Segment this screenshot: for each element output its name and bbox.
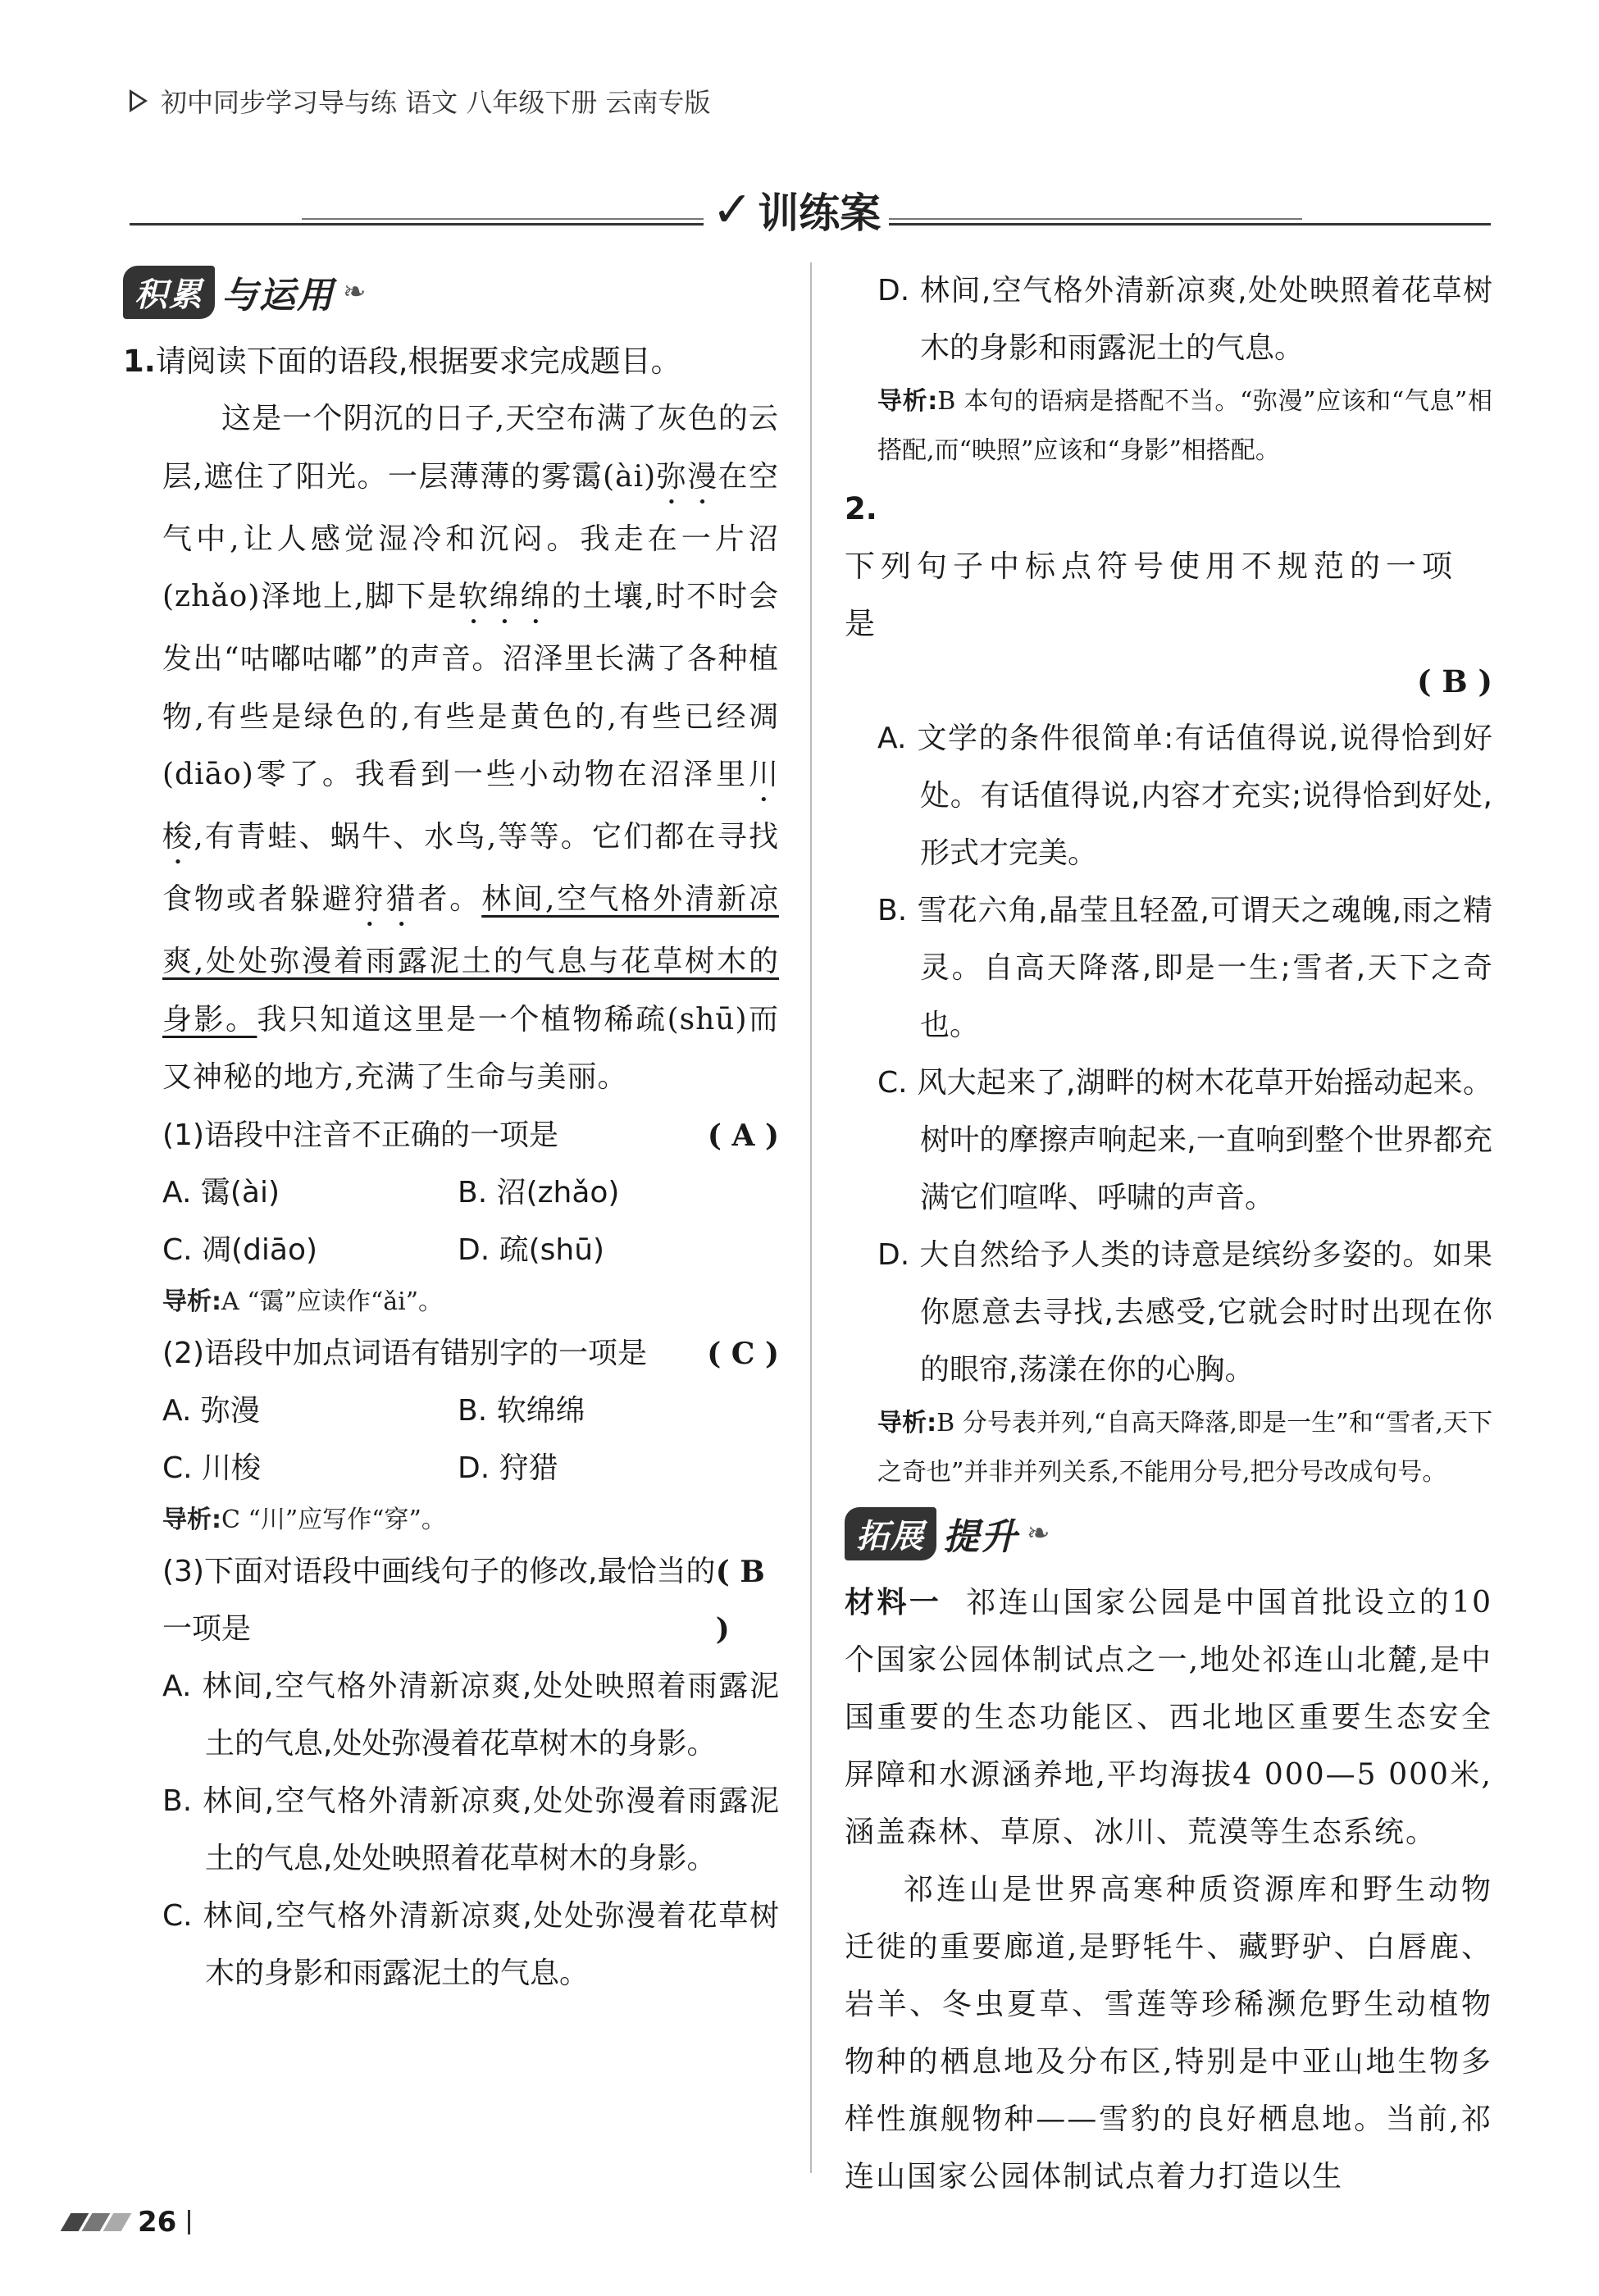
section-tag-light: 提升 xyxy=(943,1516,1018,1558)
guide-label: 导析: xyxy=(162,1287,221,1316)
question-2 xyxy=(845,481,1492,710)
option-b: B. 沼(zhǎo) xyxy=(458,1175,620,1210)
sub-question-2-options xyxy=(162,1383,779,1497)
option-b: B. 软绵绵 xyxy=(458,1393,585,1428)
guide-text: A “霭”应读作“ǎi”。 xyxy=(221,1287,444,1316)
dotted-word: 狩猎 xyxy=(353,882,418,916)
book-header xyxy=(130,82,711,120)
option-a: A. 林间,空气格外清新凉爽,处处映照着雨露泥土的气息,处处弥漫着花草树木的身影。 xyxy=(162,1669,779,1761)
sub-question-2 xyxy=(162,1325,779,1383)
sub-question-text: (3)下面对语段中画线句子的修改,最恰当的一项是 xyxy=(162,1554,716,1646)
passage-text: ,有青蛙、蜗牛、水鸟,等等。它们都在寻找食物或者躲避 xyxy=(162,820,779,916)
answer-label: ( B ) xyxy=(1416,663,1492,699)
option-d: D. 林间,空气格外清新凉爽,处处映照着花草树木的身影和雨露泥土的气息。 xyxy=(877,274,1492,365)
leaf-icon: ❧ xyxy=(343,276,367,308)
option-b: B. 雪花六角,晶莹且轻盈,可谓天之魂魄,雨之精灵。自高天降落,即是一生;雪者,天下之奇也。 xyxy=(877,894,1492,1042)
passage-text: 这是一个阴沉的日子,天空布满了灰色的云层,遮住了阳光。一层薄薄的雾霭(ài) xyxy=(162,402,779,494)
option-d: D. 疏(shū) xyxy=(458,1232,605,1267)
material-paragraph-1 xyxy=(845,1574,1492,1861)
dotted-word: 川梭 xyxy=(162,758,779,854)
option-d: D. 狩猎 xyxy=(458,1451,558,1485)
option-a: A. 文学的条件很简单:有话值得说,说得恰到好处。有话值得说,内容才充实;说得恰到好处,形式才完美。 xyxy=(877,722,1492,870)
section-tag-extend xyxy=(845,1504,1492,1563)
reading-passage xyxy=(162,390,779,1107)
guide-text: C “川”应写作“穿”。 xyxy=(221,1505,446,1534)
answer-label: ( A ) xyxy=(707,1118,779,1153)
guide-note-1 xyxy=(162,1279,779,1325)
sub-question-text: (1)语段中注音不正确的一项是 xyxy=(162,1118,558,1152)
guide-text: B 本句的语病是搭配不当。“弥漫”应该和“气息”相搭配,而“映照”应该和“身影”相搭配。 xyxy=(877,387,1492,465)
option-a: A. 霭(ài) xyxy=(162,1175,280,1210)
guide-note-3 xyxy=(877,377,1492,476)
material-text: 祁连山国家公园是中国首批设立的10个国家公园体制试点之一,地处祁连山北麓,是中国重要的生态功能区、西北地区重要生态安全屏障和水源涵养地,平均海拔4 000—5 000米,涵盖森林、草原、冰川、荒漠等生态系统。 xyxy=(845,1586,1493,1849)
left-column xyxy=(123,262,779,2002)
column-divider xyxy=(810,262,812,2173)
question-text: 下列句子中标点符号使用不规范的一项是 xyxy=(845,549,1458,641)
guide-label: 导析: xyxy=(877,1409,937,1437)
option-c: C. 风大起来了,湖畔的树木花草开始摇动起来。树叶的摩擦声响起来,一直响到整个世界都充满它们喧哗、呼啸的声音。 xyxy=(877,1066,1492,1214)
guide-note-q2 xyxy=(877,1399,1492,1497)
leaf-icon: ❧ xyxy=(1027,1517,1050,1550)
passage-text: 的土壤,时不时会发出“咕嘟咕嘟”的声音。沼泽里长满了各种植物,有些是绿色的,有些是黄色的,有些已经凋(diāo)零了。我看到一些小动物在沼泽里 xyxy=(162,580,779,791)
material-paragraph-2: 祁连山是世界高寒种质资源库和野生动物迁徙的重要廊道,是野牦牛、藏野驴、白唇鹿、岩羊、冬虫夏草、雪莲等珍稀濒危野生动植物物种的栖息地及分布区,特别是中亚山地生物多样性旗舰物种——雪豹的良好栖息地。当前,祁连山国家公园体制试点着力打造以生 xyxy=(845,1873,1492,2194)
underlined-sentence: 林间,空气格外清新凉爽,处处弥漫着雨露泥土的气息与花草树木的身影。 xyxy=(162,882,779,1036)
section-tag-light: 与运用 xyxy=(221,275,335,317)
question-1-prompt xyxy=(123,333,779,390)
material-label: 材料一 xyxy=(845,1586,942,1620)
section-banner xyxy=(130,180,1491,238)
guide-label: 导析: xyxy=(162,1505,221,1534)
page-number: 26 xyxy=(138,2206,177,2239)
footer-bar xyxy=(188,2210,190,2234)
option-c: C. 林间,空气格外清新凉爽,处处弥漫着花草树木的身影和雨露泥土的气息。 xyxy=(162,1898,779,1990)
section-tag-dark: 积累 xyxy=(123,266,215,319)
question-text: 请阅读下面的语段,根据要求完成题目。 xyxy=(155,344,681,379)
sub-question-3 xyxy=(162,1543,779,1658)
guide-note-2 xyxy=(162,1497,779,1543)
checkmark-icon: ✓ xyxy=(712,181,754,239)
page-footer xyxy=(66,2206,190,2239)
stripe-decoration-icon xyxy=(66,2213,126,2231)
book-title: 初中同步学习导与练 语文 八年级下册 云南专版 xyxy=(161,87,711,118)
option-d: D. 大自然给予人类的诗意是缤纷多姿的。如果你愿意去寻找,去感受,它就会时时出现在你的眼帘,荡漾在你的心胸。 xyxy=(877,1238,1492,1387)
question-number: 1. xyxy=(123,344,156,379)
banner-title-text: 训练案 xyxy=(758,189,882,237)
answer-label: ( B ) xyxy=(715,1554,765,1647)
option-c: C. 凋(diāo) xyxy=(162,1232,318,1267)
option-c: C. 川梭 xyxy=(162,1451,262,1485)
answer-label: ( C ) xyxy=(707,1336,779,1371)
sub-question-1-options xyxy=(162,1164,779,1279)
section-tag-accumulate xyxy=(123,262,779,321)
banner-title xyxy=(704,180,889,239)
play-triangle-icon xyxy=(130,89,148,112)
option-a: A. 弥漫 xyxy=(162,1393,260,1428)
guide-text: B 分号表并列,“自高天降落,即是一生”和“雪者,天下之奇也”并非并列关系,不能用分号,把分号改成句号。 xyxy=(877,1409,1492,1487)
sub-question-text: (2)语段中加点词语有错别字的一项是 xyxy=(162,1336,647,1370)
guide-label: 导析: xyxy=(877,387,938,416)
option-b: B. 林间,空气格外清新凉爽,处处弥漫着雨露泥土的气息,处处映照着花草树木的身影。 xyxy=(162,1784,779,1875)
passage-text: 我只知道这里是一个植物稀疏(shū)而又神秘的地方,充满了生命与美丽。 xyxy=(162,1002,779,1094)
dotted-word: 弥漫 xyxy=(656,459,718,494)
passage-text: 在空气中,让人感觉湿冷和沉闷。我走在一片沼(zhǎo)泽地上,脚下是 xyxy=(162,459,779,613)
sub-question-1 xyxy=(162,1107,779,1164)
section-tag-dark: 拓展 xyxy=(845,1507,936,1560)
passage-text: 者。 xyxy=(417,882,482,916)
question-number: 2. xyxy=(845,491,877,526)
dotted-word: 软绵绵 xyxy=(458,580,552,613)
right-column xyxy=(845,262,1492,2206)
